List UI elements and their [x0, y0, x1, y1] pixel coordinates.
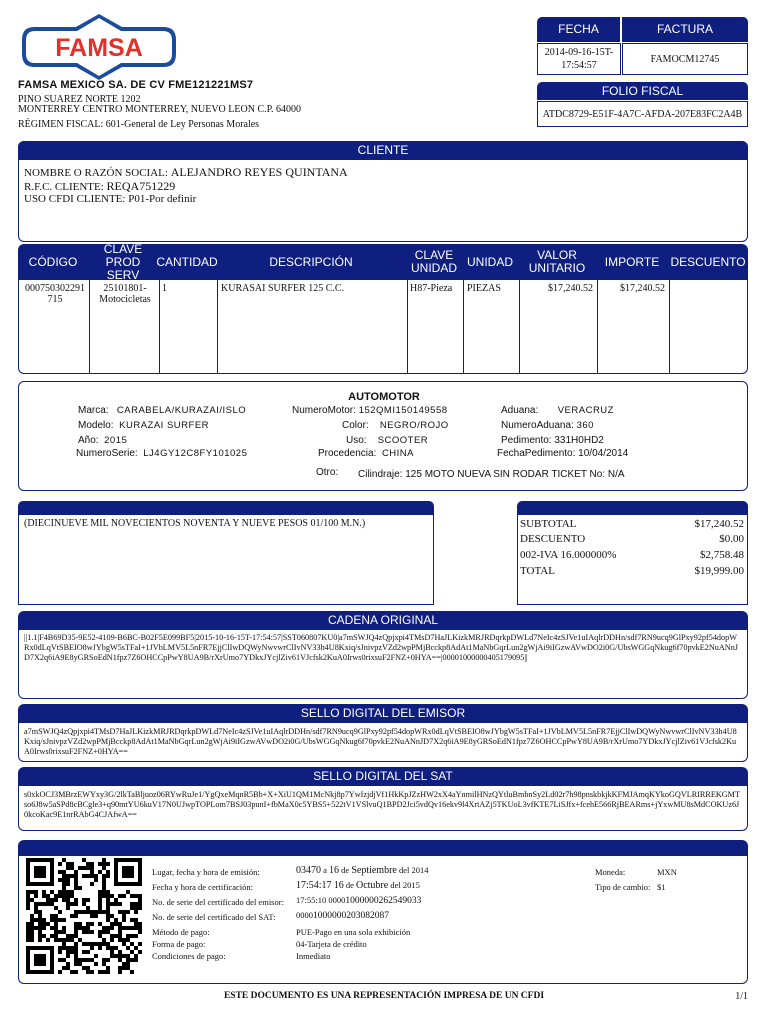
auto-pedimento-label: Pedimento: [501, 435, 552, 446]
condiciones-value: Inmediato [296, 951, 331, 961]
fecha-value-line2: 17:54:57 [561, 60, 597, 71]
cert-value-time: 17:54:17 [296, 880, 332, 891]
famsa-logo [18, 10, 180, 82]
col-divider [463, 280, 464, 374]
folio-fiscal-value: ATDC8729-E51F-4A7C-AFDA-207E83FC2A4B [537, 101, 748, 127]
col-valor-line1: VALOR [537, 248, 577, 262]
sello-emisor-header: SELLO DIGITAL DEL EMISOR [18, 704, 748, 723]
factura-value: FAMOCM12745 [622, 43, 748, 75]
cliente-rfc-row [24, 179, 175, 194]
auto-modelo-value: KURAZAI SURFER [119, 420, 210, 431]
qr-code-icon [26, 858, 142, 978]
auto-procedencia-label: Procedencia: [318, 448, 377, 459]
sello-sat-header: SELLO DIGITAL DEL SAT [18, 767, 748, 786]
cert-value-month: Octubre [355, 880, 389, 891]
emitter-address-line2: MONTERREY CENTRO MONTERREY, NUEVO LEON C.P. 64000 [18, 104, 302, 115]
row-unidad: PIEZAS [467, 283, 501, 294]
auto-anio-label: Año: [78, 435, 99, 446]
serie-emisor-value-a: 17:55:10 0000 [296, 895, 346, 905]
auto-color [342, 420, 449, 431]
auto-motor [292, 405, 448, 416]
factura-header: FACTURA [622, 17, 748, 42]
cliente-rfc-label: R.F.C. CLIENTE: [24, 181, 104, 193]
lugar-label: Lugar, fecha y hora de emisión: [152, 867, 260, 877]
serie-emisor-value-b: 1000000262549033 [345, 896, 422, 906]
cadena-original-text: ||1.1|F4B69D35-9E52-4109-B6BC-B02F5E099BF5|2015-10-16-15T-17:54:57|SST060807KU0|a7mSWJQ4zQpjxpi4TMsD7HaJLKizkMRJRDqrkpDWLd7NeIc4zSJVe1uIAqlrDDHn/sdf7RN9ucq9GlPxy92pf54dopWRx0dLqVtSBEIO8wJYbgW5sTFaI+1JVbLMV5L5nFR7EjjClIwDQWyNwvwrClIvNV33h4U8Kxiq/sJnivpzVZd2wpPMjBcckp8AdAt1MaNbGqrLun2gWjAi9iIGzwAVwDO2i0G/UbsWGGqNkug6f70pvkE2NuANnJD7X2q6iA9E8yGRSoEdN1fpz7Z6OHCCpPwY8UA9B/rXrUmo7YDkxJYcjlZiv61VJcfsk2KuA0Irws0rixsuF2FNZ+0HYA==|00001000000405179095|| [24, 633, 738, 662]
lugar-value-cp: 03470 [296, 865, 321, 876]
row-clave-unidad: H87-Pieza [410, 283, 453, 294]
col-divider [407, 280, 408, 374]
col-cantidad: CANTIDAD [156, 254, 218, 269]
col-valor-unitario [518, 244, 596, 280]
fecha-header: FECHA [537, 17, 620, 42]
forma-value: 04-Tarjeta de crédito [296, 939, 367, 949]
descuento-value: $0.00 [719, 533, 744, 545]
row-codigo-line2: 715 [47, 294, 63, 305]
serie-sat-label: No. de serie del certificado del SAT: [152, 912, 276, 922]
serie-emisor-value [296, 895, 421, 906]
auto-procedencia [318, 448, 414, 459]
auto-otro-value: Cilindraje: 125 MOTO NUEVA SIN RODAR TICKET No: N/A [358, 469, 625, 480]
auto-serie-label: NumeroSerie: [76, 448, 138, 459]
auto-anio [78, 435, 127, 446]
cliente-nombre-row [24, 165, 348, 180]
lugar-value-sep1: a [321, 865, 330, 875]
cert-label: Fecha y hora de certificación: [152, 882, 254, 892]
cliente-uso-row [24, 193, 196, 205]
col-descripcion: DESCRIPCIÓN [269, 254, 353, 269]
condiciones-label: Condiciones de pago: [152, 951, 226, 961]
serie-emisor-label: No. de serie del certificado del emisor: [152, 897, 284, 907]
cert-value [296, 880, 420, 891]
col-clave-prod [88, 241, 158, 282]
auto-fecha-pedimento-value: 10/04/2014 [578, 448, 629, 459]
auto-fecha-pedimento [497, 448, 628, 459]
lugar-value-month: Septiembre [351, 865, 397, 876]
cadena-original-header: CADENA ORIGINAL [18, 611, 748, 630]
auto-motor-value: 152QMI150149558 [358, 405, 448, 416]
col-descuento: DESCUENTO [670, 254, 746, 269]
auto-anio-value: 2015 [104, 435, 128, 446]
auto-aduana-label: Aduana: [501, 405, 539, 416]
total-label: TOTAL [520, 565, 555, 577]
amount-in-words: (DIECINUEVE MIL NOVECIENTOS NOVENTA Y NUEVE PESOS 01/100 M.N.) [24, 518, 366, 529]
row-clave-prod-line1: 25101801- [103, 283, 147, 294]
col-codigo: CÓDIGO [28, 254, 78, 269]
auto-motor-label: NumeroMotor: [292, 405, 356, 416]
auto-num-aduana [501, 420, 594, 431]
cliente-uso-value: P01-Por definir [128, 193, 197, 205]
col-clave-unidad-line1: CLAVE [414, 248, 454, 262]
emitter-name: FAMSA MEXICO SA. DE CV FME121221MS7 [18, 79, 254, 91]
cert-value-year: del 2015 [388, 880, 420, 890]
col-divider [217, 280, 218, 374]
col-clave-prod-line2: PROD SERV [105, 254, 141, 282]
auto-marca [78, 405, 246, 416]
row-valor-unitario: $17,240.52 [548, 283, 593, 294]
row-cantidad: 1 [162, 283, 167, 294]
auto-modelo [78, 420, 209, 431]
lugar-value-day: 16 [329, 865, 340, 876]
col-clave-unidad-line2: UNIDAD [410, 261, 457, 275]
col-unidad: UNIDAD [466, 254, 513, 269]
col-divider [669, 280, 670, 374]
auto-uso-label: Uso: [346, 435, 367, 446]
col-divider [89, 280, 90, 374]
row-codigo-line1: 000750302291 [25, 283, 85, 294]
total-value: $19,999.00 [694, 565, 744, 577]
row-importe: $17,240.52 [620, 283, 665, 294]
iva-label: 002-IVA 16.000000% [520, 549, 617, 561]
serie-sat-value [296, 910, 389, 921]
auto-num-aduana-value: 360 [576, 420, 594, 431]
moneda-value: MXN [657, 867, 677, 877]
row-clave-prod-line2: Motocicletas [99, 294, 151, 305]
tipo-cambio-value: $1 [657, 882, 666, 892]
metodo-label: Método de pago: [152, 927, 210, 937]
auto-pedimento [501, 435, 604, 446]
auto-num-aduana-label: NumeroAduana: [501, 420, 574, 431]
cliente-uso-label: USO CFDI CLIENTE: [24, 193, 126, 205]
auto-aduana-value: VERACRUZ [557, 405, 614, 416]
cert-value-sep: de [343, 880, 356, 890]
cliente-rfc-value: REQA751229 [106, 179, 176, 193]
folio-fiscal-header: FOLIO FISCAL [537, 82, 748, 100]
svg-text:FAMSA: FAMSA [55, 34, 143, 62]
items-table-header [18, 241, 748, 282]
forma-label: Forma de pago: [152, 939, 206, 949]
col-divider [159, 280, 160, 374]
auto-aduana [501, 405, 614, 416]
auto-pedimento-value: 331H0HD2 [554, 435, 604, 446]
col-clave-unidad [406, 244, 462, 280]
serie-sat-value-a: 0000 [296, 910, 313, 920]
auto-color-label: Color: [342, 420, 369, 431]
row-clave-prod [93, 283, 157, 305]
auto-marca-label: Marca: [78, 405, 109, 416]
totals-header [517, 501, 748, 515]
fecha-value [537, 43, 621, 75]
auto-procedencia-value: CHINA [381, 448, 414, 459]
col-importe: IMPORTE [604, 254, 660, 269]
row-codigo [23, 283, 87, 305]
cliente-nombre-value: ALEJANDRO REYES QUINTANA [170, 165, 348, 179]
descuento-label: DESCUENTO [520, 533, 586, 545]
auto-modelo-label: Modelo: [78, 420, 114, 431]
amount-words-header [18, 501, 434, 515]
col-divider [597, 280, 598, 374]
subtotal-label: SUBTOTAL [520, 518, 577, 530]
sello-emisor-text: a7mSWJQ4zQpjxpi4TMsD7HaJLKizkMRJRDqrkpDWLd7NeIc4zSJVe1uIAqlrDDHn/sdf7RN9ucq9GlPxy92pf54dopWRx0dLqVtSBEIO8wJYbgW5sTFaI+1JVbLMV5L5nFR7EjjClIwDQWyNwvwrClIvNV33h4U8Kxiq/sJnivpzVZd2wpPMjBcckp8AdAt1MaNbGqrLun2gWjAi9iIGzwAVwDO2i0G/UbsWGGqNkug6f70pvkE2NuANnJD7X2q6iA9E8yGRSoEdN1fpz7Z6OHCCpPwY8UA9B/rXrUmo7YDkxJYcjlZiv61VJcfsk2KuA0Irws0rixsuF2FNZ+0HYA== [24, 727, 737, 756]
moneda-label: Moneda: [595, 867, 626, 877]
page-number: 1/1 [735, 991, 748, 1002]
sello-sat-text: s0xkOCJ3MBrzEWYxy3G/2lkTaBljuoz06RYwRuJe1/YgQxeMqnR5Bb+X+XiU1QM1McNkj8p7YwIzjdjVf1HkKpJZzHW2xX4aYnmilHNzQYtluBmbnSy2Ld02r7h98pnskbkjkKFMJAmqKYkoGQVLRIRREKGMTso6J8w5aSPd8cBCgle3+q90mtYU6kuV17N0UJwpTOPLom7BSJ03punI+fbMaX0c5YBS5+522tV1VSlvuQ1BPD2Jci5vdQv16ekv9l4XrtAZj5TKUoL3vfKTE7LiSJfx+fcehE566RjBEARms+jYxwMU8sMdCOKUz6J0kcoKac9E1nrRAbG4CJAfwA== [24, 790, 740, 819]
auto-marca-value: CARABELA/KURAZAI/ISLO [116, 405, 247, 416]
items-table-body [18, 280, 748, 374]
metodo-value: PUE-Pago en una sola exhibición [296, 927, 411, 937]
automotor-title: AUTOMOTOR [348, 391, 420, 403]
auto-uso-value: SCOOTER [377, 435, 429, 446]
tipo-cambio-label: Tipo de cambio: [595, 882, 651, 892]
emitter-regime: RÉGIMEN FISCAL: 601-General de Ley Personas Morales [18, 119, 260, 130]
auto-uso [346, 435, 428, 446]
emitter-address-line1: PINO SUAREZ NORTE 1202 [18, 94, 141, 105]
auto-serie [76, 448, 247, 459]
lugar-value-year: del 2014 [396, 865, 429, 875]
serie-sat-value-b: 1000000203082087 [313, 911, 389, 921]
auto-serie-value: LJ4GY12C8FY101025 [143, 448, 248, 459]
fecha-value-line1: 2014-09-16-15T- [544, 47, 614, 58]
cliente-nombre-label: NOMBRE O RAZÓN SOCIAL: [24, 167, 168, 179]
col-valor-line2: UNITARIO [528, 261, 586, 275]
footer-legend: ESTE DOCUMENTO ES UNA REPRESENTACIÓN IMPRESA DE UN CFDI [223, 991, 545, 1001]
subtotal-value: $17,240.52 [694, 518, 744, 530]
auto-color-value: NEGRO/ROJO [379, 420, 449, 431]
lugar-value-sep2: de [339, 865, 352, 875]
auto-otro-label: Otro: [316, 467, 339, 478]
col-divider [519, 280, 520, 374]
cert-value-day: 16 [333, 880, 344, 891]
certification-header [18, 840, 748, 856]
iva-value: $2,758.48 [700, 549, 744, 561]
col-clave-prod-line1: CLAVE [103, 241, 143, 256]
cliente-header: CLIENTE [18, 141, 748, 160]
row-descripcion: KURASAI SURFER 125 C.C. [221, 283, 345, 294]
auto-fecha-pedimento-label: FechaPedimento: [497, 448, 576, 459]
lugar-value [296, 865, 429, 876]
